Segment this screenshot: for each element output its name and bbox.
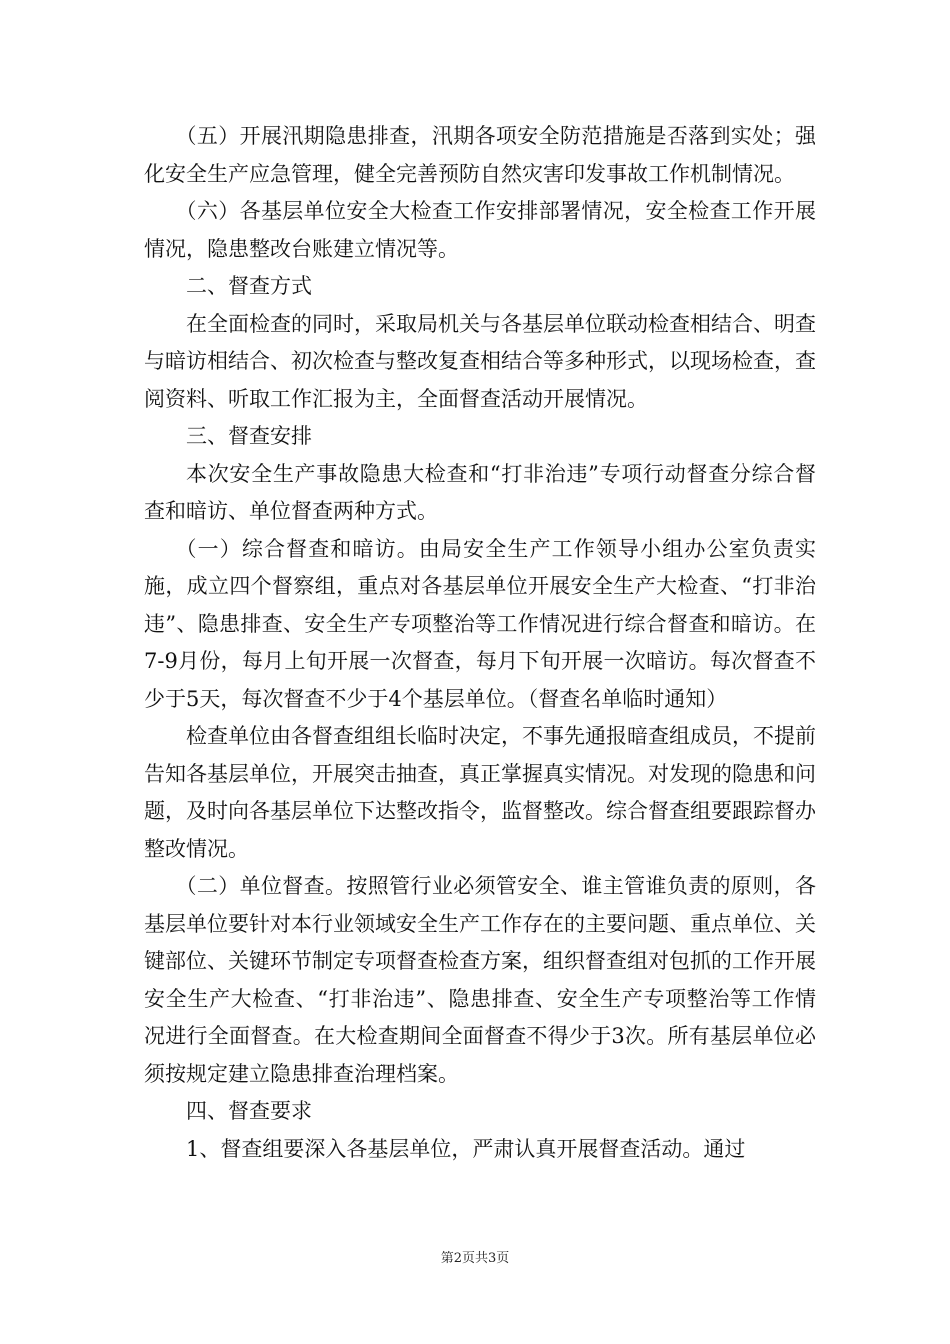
section-heading-requirements: 四、督查要求 (186, 1099, 312, 1123)
page-number-footer (0, 1247, 950, 1266)
paragraph-comprehensive: （一）综合督查和暗访。由局安全生产工作领导小组办公室负责实施，成立四个督察组，重点对各基层单位开展安全生产大检查、“打非治违”、隐患排查、安全生产专项整治等工作情况进行综合督查和暗访。在7-9月份，每月上旬开展一次督查，每月下旬开展一次暗访。每次督查不少于5天，每次督查不少于4个基层单位。（督查名单临时通知） (144, 536, 816, 711)
page-number-label: 第2页共3页 (440, 1251, 510, 1266)
section-heading-method: 二、督查方式 (186, 274, 312, 298)
paragraph-arrangement: 本次安全生产事故隐患大检查和“打非治违”专项行动督查分综合督查和暗访、单位督查两种方式。 (144, 461, 816, 523)
paragraph-unit-inspection: （二）单位督查。按照管行业必须管安全、谁主管谁负责的原则，各基层单位要针对本行业领域安全生产工作存在的主要问题、重点单位、关键部位、关键环节制定专项督查检查方案，组织督查组对包抓的工作开展安全生产大检查、“打非治违”、隐患排查、安全生产专项整治等工作情况进行全面督查。在大检查期间全面督查不得少于3次。所有基层单位必须按规定建立隐患排查治理档案。 (144, 874, 816, 1086)
section-heading-arrangement: 三、督查安排 (186, 424, 312, 448)
paragraph-item-6: （六）各基层单位安全大检查工作安排部署情况，安全检查工作开展情况，隐患整改台账建立情况等。 (144, 199, 816, 261)
paragraph-inspection-units: 检查单位由各督查组组长临时决定，不事先通报暗查组成员，不提前告知各基层单位，开展突击抽查，真正掌握真实情况。对发现的隐患和问题，及时向各基层单位下达整改指令，监督整改。综合督查组要跟踪督办整改情况。 (144, 724, 816, 861)
paragraph-requirement-1: 1、督查组要深入各基层单位，严肃认真开展督查活动。通过 (186, 1136, 746, 1161)
paragraph-item-5: （五）开展汛期隐患排查，汛期各项安全防范措施是否落到实处；强化安全生产应急管理，健全完善预防自然灾害印发事故工作机制情况。 (144, 124, 816, 186)
paragraph-method: 在全面检查的同时，采取局机关与各基层单位联动检查相结合、明查与暗访相结合、初次检查与整改复查相结合等多种形式，以现场检查，查阅资料、听取工作汇报为主，全面督查活动开展情况。 (144, 311, 816, 411)
body-text (144, 118, 816, 1168)
